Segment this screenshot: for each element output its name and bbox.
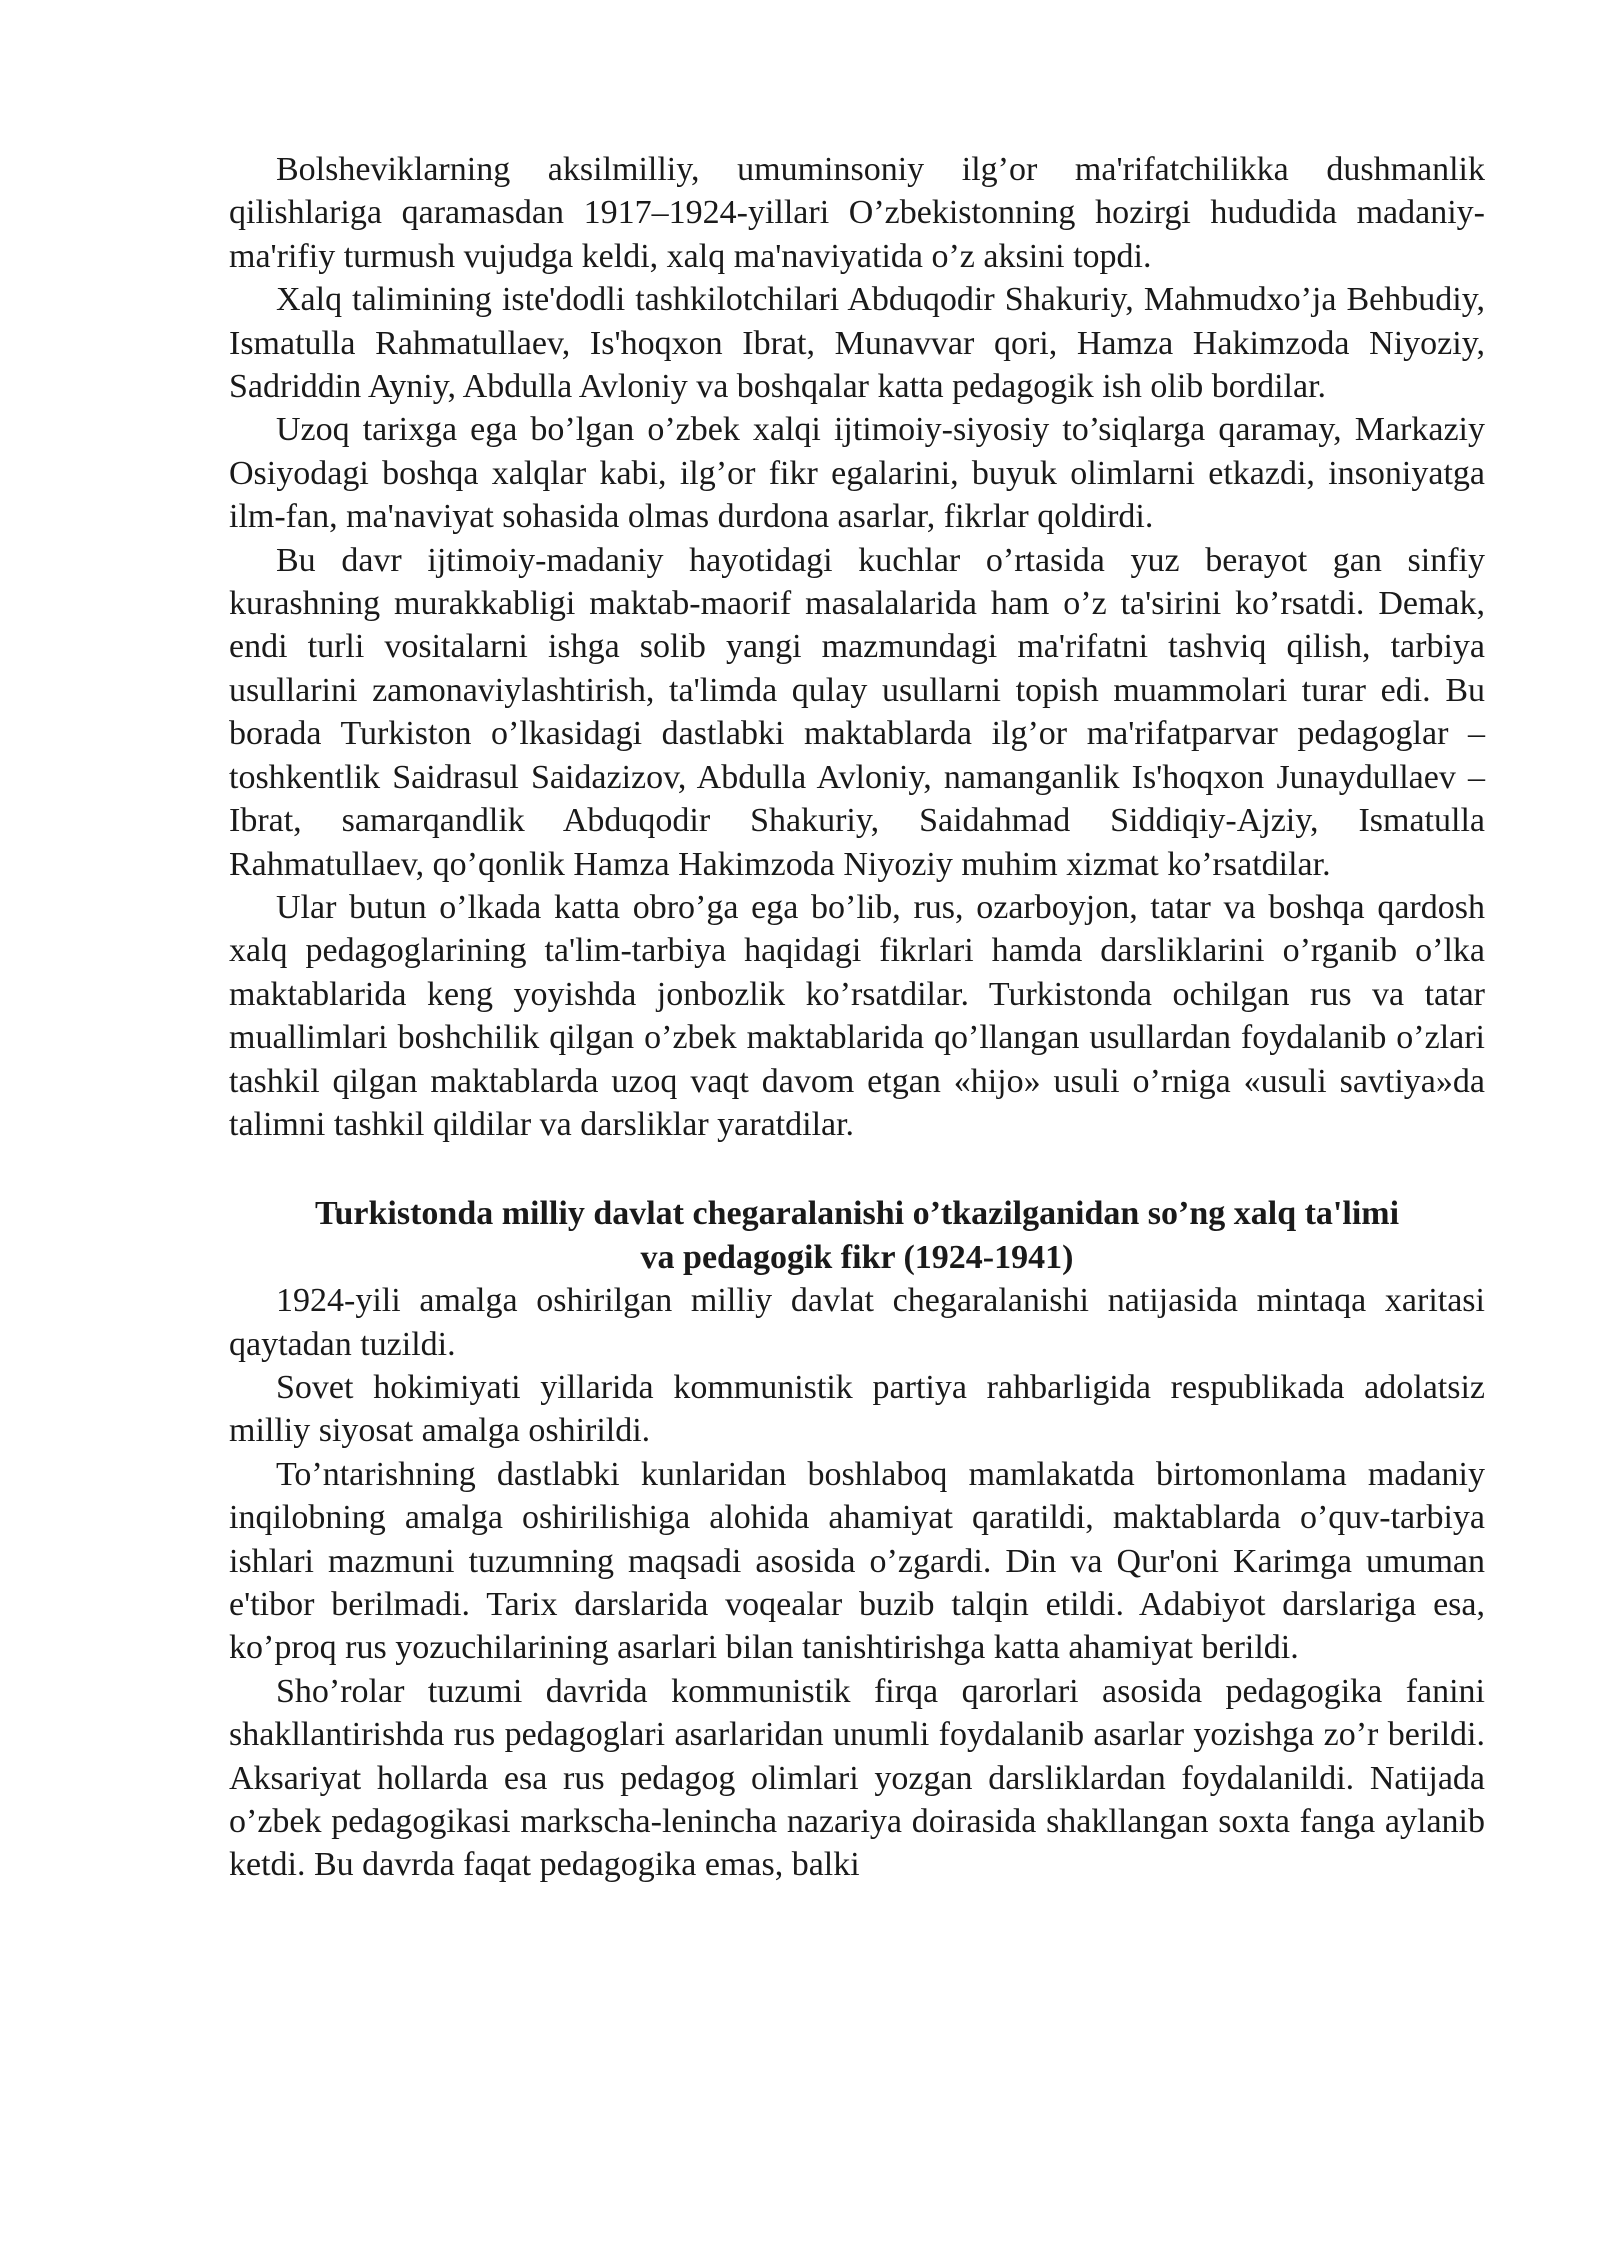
section-heading-line-1: Turkistonda milliy davlat chegaralanishi o’tkazilganidan so’ng xalq ta'limi [314,1195,1400,1233]
paragraph: To’ntarishning dastlabki kunlaridan boshlaboq mamlakatda birtomonlama madaniy inqilobning amalga oshirilishiga alohida ahamiyat qaratildi, maktablarda o’quv-tarbiya ishlari mazmuni tuzumning maqsadi asosida o’zgardi. Din va Qur'oni Karimga umuman e'tibor berilmadi. Tarix darslarida voqealar buzib talqin etildi. Adabiyot darslariga esa, ko’proq rus yozuchilarining asarlari bilan tanishtirishga katta ahamiyat berildi. [229,1455,1485,1667]
section-heading [229,1192,1485,1279]
paragraph: Sho’rolar tuzumi davrida kommunistik firqa qarorlari asosida pedagogika fanini shakllantirishda rus pedagoglari asarlaridan unumli foydalanib asarlar yozishga zo’r berildi. Aksariyat hollarda esa rus pedagog olimlari yozgan darsliklardan foydalanildi. Natijada o’zbek pedagogikasi markscha-lenincha nazariya doirasida shakllangan soxta fanga aylanib ketdi. Bu davrda faqat pedagogika emas, balki [229,1672,1485,1884]
document-page [229,148,1485,1887]
paragraph: Uzoq tarixga ega bo’lgan o’zbek xalqi ijtimoiy-siyosiy to’siqlarga qaramay, Markaziy Osiyodagi boshqa xalqlar kabi, ilg’or fikr egalarini, buyuk olimlarni etkazdi, insoniyatga ilm-fan, ma'naviyat sohasida olmas durdona asarlar, fikrlar qoldirdi. [229,411,1485,536]
paragraph: Bolsheviklarning aksilmilliy, umuminsoniy ilg’or ma'rifatchilikka dushmanlik qilishlariga qaramasdan 1917–1924-yillari O’zbekistonning hozirgi hududida madaniy-ma'rifiy turmush vujudga keldi, xalq ma'naviyatida o’z aksini topdi. [229,151,1485,275]
paragraph: Bu davr ijtimoiy-madaniy hayotidagi kuchlar o’rtasida yuz berayot gan sinfiy kurashning murakkabligi maktab-maorif masalalarida ham o’z ta'sirini ko’rsatdi. Demak, endi turli vositalarni ishga solib yangi mazmundagi ma'rifatni tashviq qilish, tarbiya usullarini zamonaviylashtirish, ta'limda qulay usullarni topish muammolari turar edi. Bu borada Turkiston o’lkasidagi dastlabki maktablarda ilg’or ma'rifatparvar pedagoglar – toshkentlik Saidrasul Saidazizov, Abdulla Avloniy, namanganlik Is'hoqxon Junaydullaev – Ibrat, samarqandlik Abduqodir Shakuriy, Saidahmad Siddiqiy-Ajziy, Ismatulla Rahmatullaev, qo’qonlik Hamza Hakimzoda Niyoziy muhim xizmat ko’rsatdilar. [229,541,1485,883]
section-heading-line-2: va pedagogik fikr (1924-1941) [640,1238,1074,1276]
paragraph: Xalq talimining iste'dodli tashkilotchilari Abduqodir Shakuriy, Mahmudxo’ja Behbudiy, Ismatulla Rahmatullaev, Is'hoqxon Ibrat, Munavvar qori, Hamza Hakimzoda Niyoziy, Sadriddin Ayniy, Abdulla Avloniy va boshqalar katta pedagogik ish olib bordilar. [229,281,1485,406]
paragraph: Sovet hokimiyati yillarida kommunistik partiya rahbarligida respublikada adolatsiz milliy siyosat amalga oshirildi. [229,1368,1485,1450]
paragraph: Ular butun o’lkada katta obro’ga ega bo’lib, rus, ozarboyjon, tatar va boshqa qardosh xalq pedagoglarining ta'lim-tarbiya haqidagi fikrlari hamda darsliklarini o’rganib o’lka maktablarida keng yoyishda jonbozlik ko’rsatdilar. Turkistonda ochilgan rus va tatar muallimlari boshchilik qilgan o’zbek maktablarida qo’llangan usullardan foydalanib o’zlari tashkil qilgan maktablarda uzoq vaqt davom etgan «hijo» usuli o’rniga «usuli savtiya»da talimni tashkil qildilar va darsliklar yaratdilar. [229,888,1485,1143]
paragraph: 1924-yili amalga oshirilgan milliy davlat chegaralanishi natijasida mintaqa xaritasi qaytadan tuzildi. [229,1282,1485,1363]
